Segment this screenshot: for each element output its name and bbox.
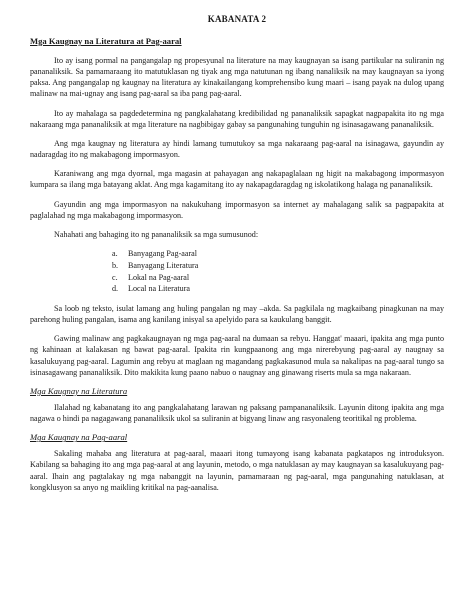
list-item: [112, 283, 444, 295]
list-item-label: Lokal na Pag-aaral: [128, 272, 190, 282]
paragraph-citation: Sa loob ng teksto, isulat lamang ang huling pangalan ng may –akda. Sa pagkilala ng magkaibang pinagkunan na may parehong huling pangalan, isama ang kanilang inisyal sa apelyido para sa kaukulang banggit.: [30, 303, 444, 325]
paragraph-divisions-intro: Nahahati ang bahaging ito ng pananaliksik sa mga sumusunod:: [54, 229, 259, 239]
list-marker: a.: [112, 249, 118, 259]
list-marker: b.: [112, 260, 119, 270]
section-heading: Mga Kaugnay na Literatura at Pag-aaral: [30, 36, 182, 46]
paragraph-review: Gawing malinaw ang pagkakaugnayan ng mga pag-aaral na dumaan sa rebyu. Hanggat' maaari, ipakita ang mga punto ng kahinaan at kalakasan ng bawat pag-aaral. Ipakita rin kungpaanong ang mga nirerebyung pag-aaral ay naugnay sa kasalukuyang pag-aaral. Lagumin ang rebyu at maglaan ng magandang pagkakasunod mula sa nakalipas na pag-aaral tungo sa isinasagawang pananaliksik. Dito makikita kung paano nabuo o naugnay ang ginawang riserts mula sa mga nakaraan.: [30, 334, 444, 377]
paragraph-definition: Ito ay isang pormal na pangangalap ng propesyunal na literature na may kaugnayan sa isang partikular na suliranin ng pananaliksik. Sa pamamaraang ito matutuklasan ng tiyak ang mga natutunan ng ibang nanaliksik na may kaugnayan sa iyong paksa. Ang pangangalap ng kaugnay na literatura ay kinakailangang komprehensibo kung maari – isang payak na dulog upang malinaw na mai-ugnay ang isang pag-aaral sa iba pang pag-aaral.: [30, 56, 444, 99]
paragraph-pagaaral: Sakaling mahaba ang literatura at pag-aaral, maaari itong tumayong isang kabanata pagkatapos ng introduksyon. Kabilang sa bahaging ito ang mga pag-aaral at ang layunin, metodo, o mga natuklasan ay may kaugnayan sa kasalukuyang pag-aaral. Ihain ang pagtalakay ng mga nabanggit na layunin, pamamaraan ng pag-aaral, mga pangunahing natuklasan, at kongklusyon sa anyo ng maikling kritikal na pag-aanalisa.: [30, 449, 444, 492]
list-item: [112, 248, 444, 260]
list-marker: c.: [112, 272, 118, 282]
paragraph-journals: Karaniwang ang mga dyornal, mga magasin at pahayagan ang nakapaglalaan ng higit na makabagong impormasyon kumpara sa ilang mga batayang aklat. Ang mga kagamitang ito ay nakapagdaragdag ng iskolatikong halaga ng pananaliksik.: [30, 169, 444, 190]
list-marker: d.: [112, 284, 119, 294]
paragraph-new-information: Ang mga kaugnay ng literatura ay hindi lamang tumutukoy sa mga nakaraang pag-aaral na isinagawa, gayundin ay nadaragdag ito ng makabagong impormasyon.: [30, 138, 444, 160]
paragraph-literatura: Ilalahad ng kabanatang ito ang pangkalahatang larawan ng paksang pampananaliksik. Layunin ditong ipakita ang mga nagawa o hindi pa nagagawang pananaliksik ukol sa suliranin at bigyang linaw ang rasyonaleng teoritikal ng problema.: [30, 402, 444, 424]
subheading-literatura: Mga Kaugnay na Literatura: [30, 385, 128, 396]
divisions-list: [30, 248, 444, 295]
chapter-title: KABANATA 2: [207, 14, 267, 24]
list-item: [112, 272, 444, 284]
list-item-label: Banyagang Pag-aaral: [128, 249, 197, 259]
paragraph-importance: Ito ay mahalaga sa pagdedetermina ng pangkalahatang kredibilidad ng pananaliksik sapagkat nagpapakita ito ng mga nakaraang mga pananaliksik at mga literature na nagbibigay gabay sa pangunahing tunguhin ng isinasagawang pananaliksik.: [30, 108, 444, 129]
subheading-pagaaral: Mga Kaugnay na Pag-aaral: [30, 432, 128, 443]
list-item: [112, 260, 444, 272]
list-item-label: Banyagang Literatura: [128, 260, 199, 270]
paragraph-internet: Gayundin ang mga impormasyon na nakukuhang impormasyon sa internet ay mahalagang salik sa pagpapakita at paglalahad ng mga makabagong impormasyon.: [30, 199, 444, 220]
list-item-label: Local na Literatura: [128, 284, 191, 294]
